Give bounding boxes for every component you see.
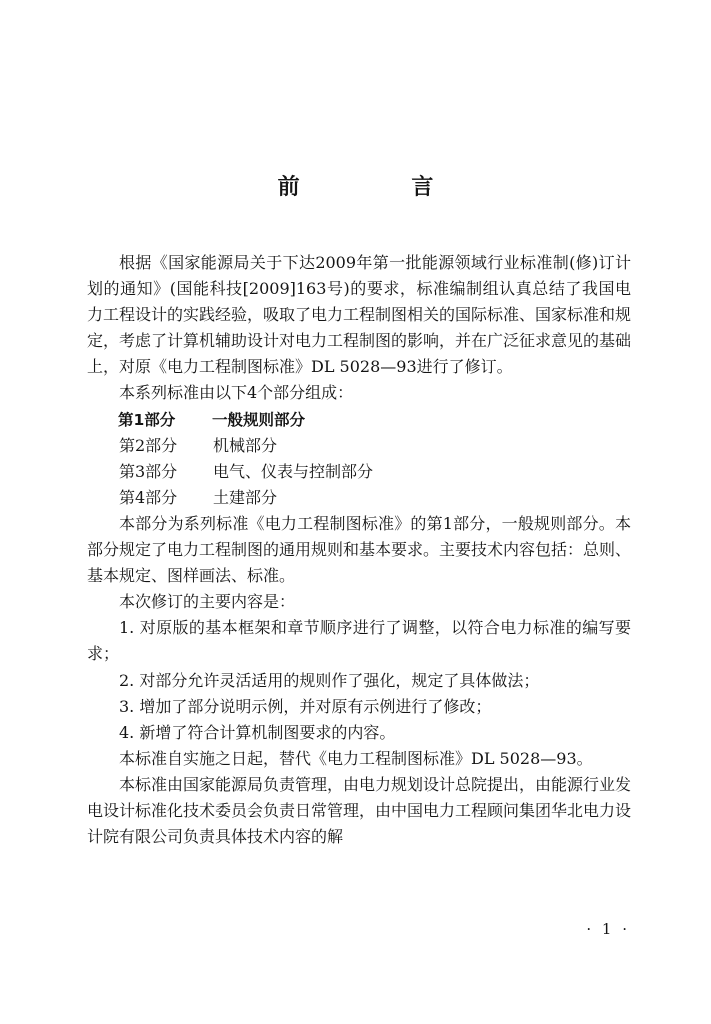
paragraph-management: 本标准由国家能源局负责管理，由电力规划设计总院提出，由能源行业发电设计标准化技术委员会负责日常管理，由中国电力工程顾问集团华北电力设计院有限公司负责具体技术内容的解 bbox=[87, 774, 632, 847]
paragraph-scope: 本部分为系列标准《电力工程制图标准》的第1部分，一般规则部分。本部分规定了电力工程制图的通用规则和基本要求。主要技术内容包括：总则、基本规定、图样画法、标准。 bbox=[87, 513, 632, 586]
part-number: 第2部分 bbox=[119, 435, 178, 455]
part-item-4 bbox=[87, 485, 631, 511]
paragraph-revision-intro: 本次修订的主要内容是： bbox=[119, 592, 296, 612]
revision-item-3: 3. 增加了部分说明示例，并对原有示例进行了修改； bbox=[119, 696, 492, 716]
part-item-2 bbox=[87, 433, 631, 459]
revision-item-4: 4. 新增了符合计算机制图要求的内容。 bbox=[119, 722, 396, 742]
paragraph-series-intro: 本系列标准由以下4个部分组成： bbox=[119, 383, 354, 403]
page-number: · 1 · bbox=[586, 920, 630, 938]
part-number: 第4部分 bbox=[119, 487, 178, 507]
revision-item-1: 1. 对原版的基本框架和章节顺序进行了调整，以符合电力标准的编写要求； bbox=[87, 618, 631, 664]
part-item-3 bbox=[87, 459, 631, 485]
page-title: 前 言 bbox=[277, 175, 486, 200]
part-name: 一般规则部分 bbox=[212, 410, 306, 429]
part-number: 第1部分 bbox=[118, 410, 176, 429]
part-number: 第3部分 bbox=[119, 461, 178, 481]
paragraph-background: 根据《国家能源局关于下达2009年第一批能源领域行业标准制(修)订计划的通知》(国能科技[2009]163号)的要求，标准编制组认真总结了我国电力工程设计的实践经验，吸取了电力工程制图相关的国际标准、国家标准和规定，考虑了计算机辅助设计对电力工程制图的影响，并在广泛征求意见的基础上，对原《电力工程制图标准》DL 5028—93进行了修订。 bbox=[87, 253, 632, 377]
part-name: 电气、仪表与控制部分 bbox=[213, 461, 374, 481]
part-name: 机械部分 bbox=[213, 435, 278, 455]
document-body bbox=[87, 250, 631, 850]
paragraph-supersede: 本标准自实施之日起，替代《电力工程制图标准》DL 5028—93。 bbox=[119, 748, 593, 768]
revision-item-2: 2. 对部分允许灵活适用的规则作了强化，规定了具体做法； bbox=[119, 670, 540, 690]
part-item-1 bbox=[87, 407, 631, 433]
part-name: 土建部分 bbox=[213, 487, 278, 507]
